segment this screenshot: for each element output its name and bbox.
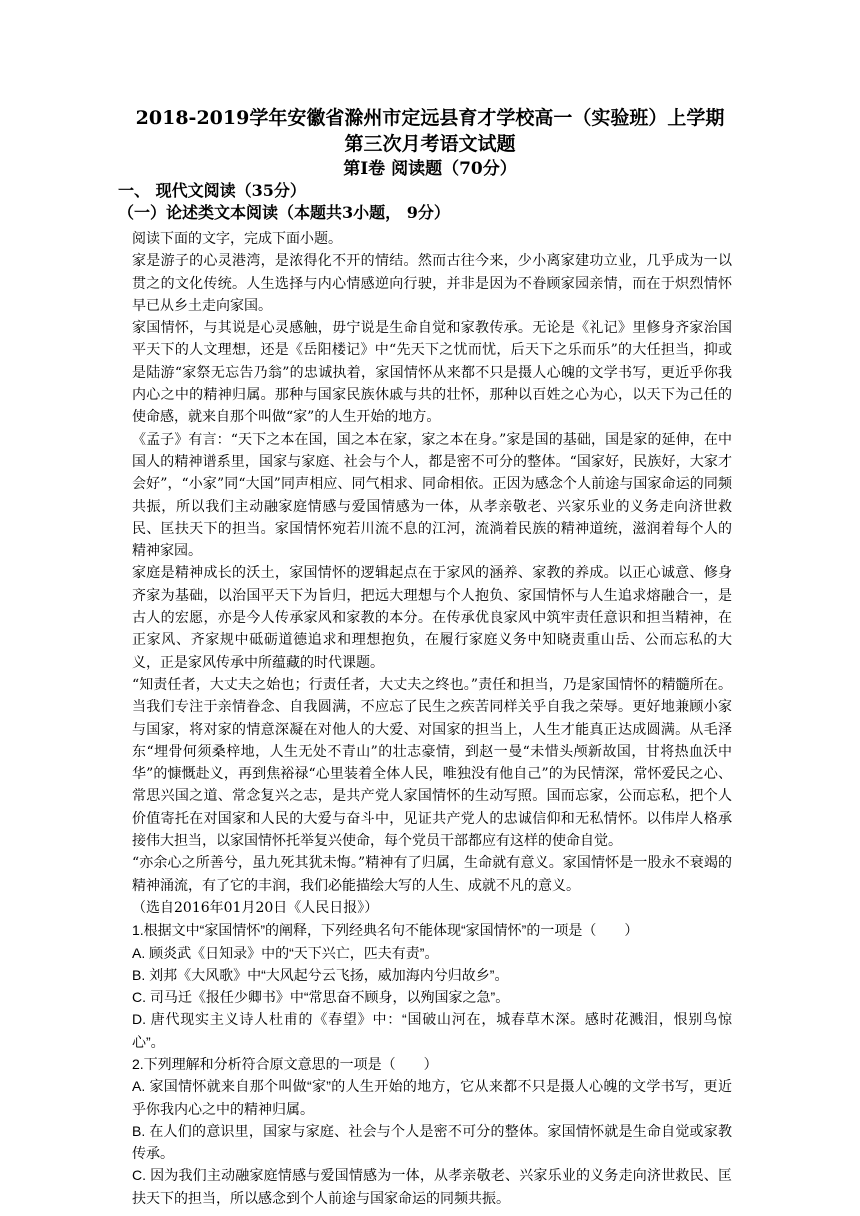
passage-source: （选自2016年01月20日《人民日报》） xyxy=(132,899,379,916)
question-1-stem: 1.根据文中“家国情怀”的阐释，下列经典名句不能体现“家国情怀”的一项是（ ） xyxy=(132,922,639,939)
section-heading-modern-reading: 一、 现代文阅读（35分） xyxy=(118,181,306,200)
passage-intro: 阅读下面的文字，完成下面小题。 xyxy=(132,231,342,247)
question-1-option-a: A. 顾炎武《日知录》中的“天下兴亡，匹夫有责”。 xyxy=(132,944,439,961)
question-1-option-d: D. 唐代现实主义诗人杜甫的《春望》中：“国破山河在，城春草木深。感时花溅泪，恨别鸟惊心”。 xyxy=(132,1011,732,1050)
question-2-option-c: C. 因为我们主动融家庭情感与爱国情感为一体，从孝亲敬老、兴家乐业的义务走向济世救民、匡扶天下的担当，所以感念到个人前途与国家命运的同频共振。 xyxy=(132,1167,732,1206)
passage-paragraph-6: “亦余心之所善兮，虽九死其犹未悔。”精神有了归属，生命就有意义。家国情怀是一股永不衰竭的精神涌流，有了它的丰润，我们必能描绘大写的人生、成就不凡的意义。 xyxy=(132,855,732,894)
exam-title-line1: 2018-2019学年安徽省滁州市定远县育才学校高一（实验班）上学期 xyxy=(135,107,725,129)
exam-title-line2: 第三次月考语文试题 xyxy=(344,133,516,155)
question-1-option-c: C. 司马迁《报任少卿书》中“常思奋不顾身，以殉国家之急”。 xyxy=(132,989,510,1006)
part-heading: 第Ⅰ卷 阅读题（70分） xyxy=(343,159,517,179)
passage-paragraph-4: 家庭是精神成长的沃土，家国情怀的逻辑起点在于家风的涵养、家教的养成。以正心诚意、修身齐家为基础，以治国平天下为旨归，把远大理想与个人抱负、家国情怀与人生追求熔融合一，是古人的宏愿，亦是今人传承家风和家教的本分。在传承优良家风中筑牢责任意识和担当精神，在正家风、齐家规中砥砺道德追求和理想抱负，在履行家庭义务中知晓责重山岳、公而忘私的大义，正是家风传承中所蕴藏的时代课题。 xyxy=(132,565,732,671)
passage-paragraph-1: 家是游子的心灵港湾，是浓得化不开的情结。然而古往今来，少小离家建功立业，几乎成为一以贯之的文化传统。人生选择与内心情感逆向行驶，并非是因为不眷顾家园亲情，而在于炽烈情怀早已从乡土走向家国。 xyxy=(132,253,732,314)
question-2-option-b: B. 在人们的意识里，国家与家庭、社会与个人是密不可分的整体。家国情怀就是生命自觉或家教传承。 xyxy=(132,1122,732,1162)
subsection-heading-argumentative: （一）论述类文本阅读（本题共3小题， 9分） xyxy=(118,203,450,222)
passage-paragraph-5: “知责任者，大丈夫之始也；行责任者，大丈夫之终也。”责任和担当，乃是家国情怀的精髓所在。当我们专注于亲情眷念、自我圆满，不应忘了民生之疾苦同样关乎自我之荣辱。更好地兼顾小家与国家，将对家的情意深凝在对他人的大爱、对国家的担当上，人生才能真正达成圆满。从毛泽东“埋骨何须桑梓地，人生无处不青山”的壮志豪情，到赵一曼“未惜头颅新故国，甘将热血沃中华”的慷慨赴义，再到焦裕禄“心里装着全体人民，唯独没有他自己”的为民情深，常怀爱民之心、常思兴国之道、常念复兴之志，是共产党人家国情怀的生动写照。国而忘家，公而忘私，把个人价值寄托在对国家和人民的大爱与奋斗中，见证共产党人的忠诚信仰和无私情怀。以伟岸人格承接伟大担当，以家国情怀托举复兴使命，每个党员干部都应有这样的使命自觉。 xyxy=(132,676,732,850)
question-1-option-b: B. 刘邦《大风歌》中“大风起兮云飞扬，威加海内兮归故乡”。 xyxy=(132,966,509,983)
question-2-option-a: A. 家国情怀就来自那个叫做“家”的人生开始的地方，它从来都不只是摄人心魄的文学书写，更近乎你我内心之中的精神归属。 xyxy=(132,1078,732,1117)
question-2-stem: 2.下列理解和分析符合原文意思的一项是（ ） xyxy=(132,1055,438,1072)
passage-body xyxy=(132,228,732,1209)
passage-paragraph-2: 家国情怀，与其说是心灵感触，毋宁说是生命自觉和家教传承。无论是《礼记》里修身齐家治国平天下的人文理想，还是《岳阳楼记》中“先天下之忧而忧，后天下之乐而乐”的大任担当，抑或是陆游“家祭无忘告乃翁”的忠诚执着，家国情怀从来都不只是摄人心魄的文学书写，更近乎你我内心之中的精神归属。那种与国家民族休戚与共的壮怀，那种以百姓之心为心，以天下为己任的使命感，就来自那个叫做“家”的人生开始的地方。 xyxy=(132,320,732,426)
passage-paragraph-3: 《孟子》有言：“天下之本在国，国之本在家，家之本在身。”家是国的基础，国是家的延伸，在中国人的精神谱系里，国家与家庭、社会与个人，都是密不可分的整体。“国家好，民族好，大家才会好”，“小家”同“大国”同声相应、同气相求、同命相依。正因为感念个人前途与国家命运的同频共振，所以我们主动融家庭情感与爱国情感为一体，从孝亲敬老、兴家乐业的义务走向济世救民、匡扶天下的担当。家国情怀宛若川流不息的江河，流淌着民族的精神道统，滋润着每个人的精神家园。 xyxy=(132,431,732,560)
